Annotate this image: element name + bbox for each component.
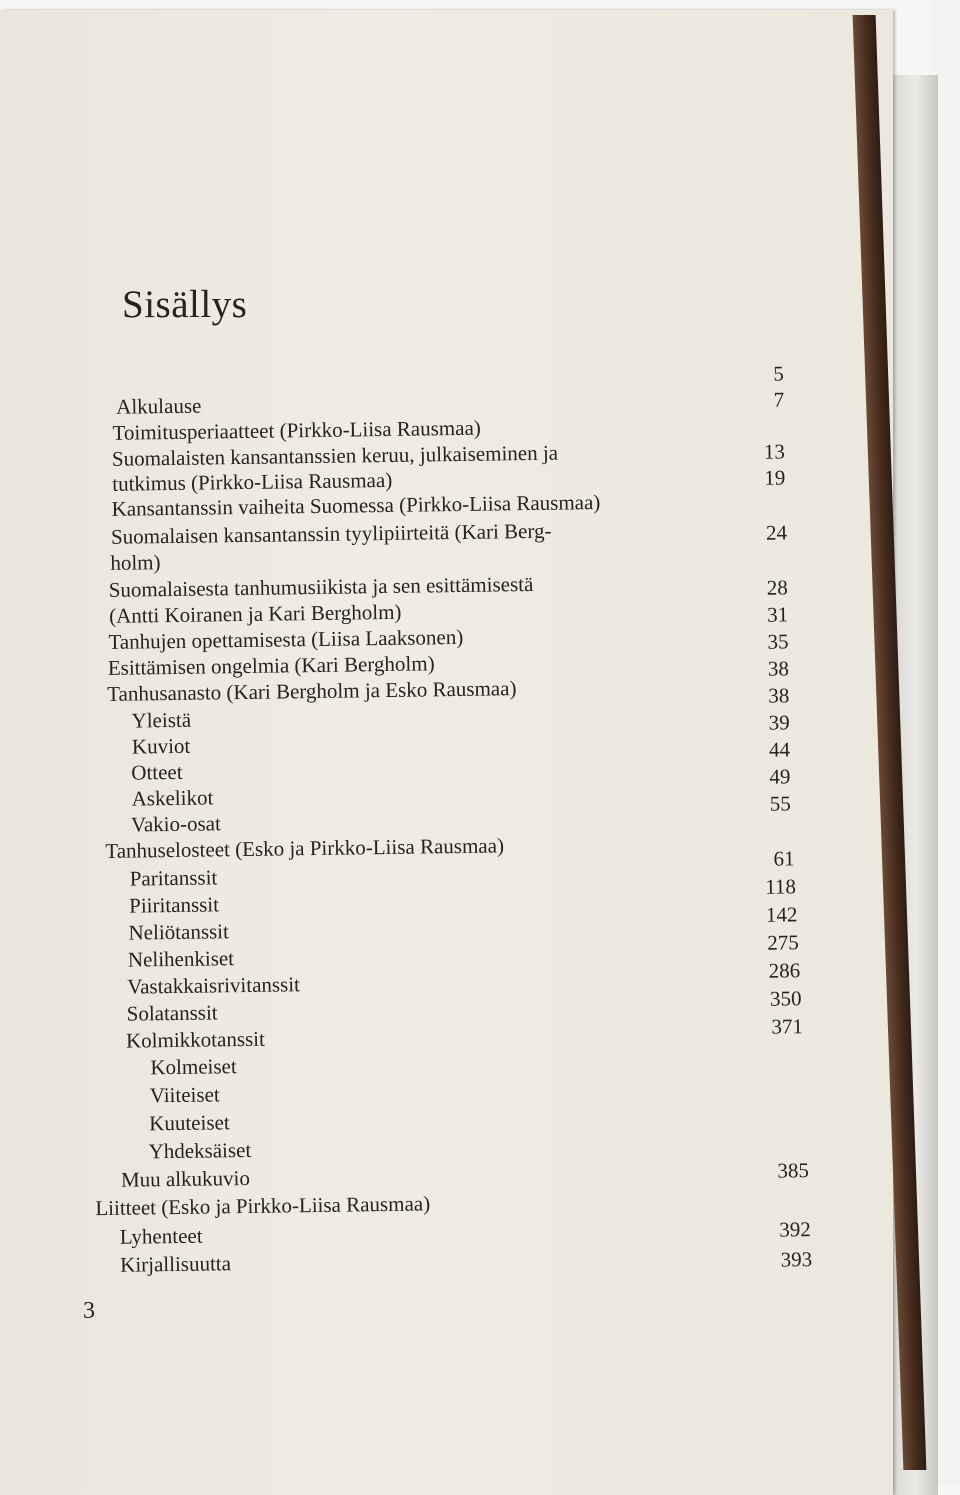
toc-entry-title: Esittämisen ongelmia (Kari Bergholm) — [107, 651, 435, 680]
toc-entry-title: Kuuteiset — [149, 1110, 230, 1136]
toc-entry-title: Kuviot — [131, 733, 191, 759]
toc-page-number: 44 — [768, 737, 791, 762]
toc-entry-title: Nelihenkiset — [127, 946, 235, 972]
toc-entry-title: Kolmikkotanssit — [125, 1026, 266, 1053]
toc-page-number: 31 — [766, 602, 789, 627]
toc-entry-title: Lyhenteet — [119, 1223, 203, 1249]
toc-entry-title: Tanhuselosteet (Esko ja Pirkko-Liisa Rausmaa) — [105, 833, 505, 863]
toc-entry-title: Solatanssit — [126, 1000, 218, 1026]
toc-entry-title: Suomalaisten kansantanssien keruu, julkaiseminen ja — [111, 440, 559, 471]
toc-entry-title: (Antti Koiranen ja Kari Bergholm) — [108, 599, 402, 628]
toc-page-number: 350 — [769, 986, 802, 1011]
toc-entry-title: tutkimus (Pirkko-Liisa Rausmaa) — [112, 467, 393, 496]
page-number: 3 — [83, 1298, 95, 1324]
page-title: Sisällys — [122, 283, 248, 326]
toc-page-number: 286 — [768, 958, 801, 983]
toc-page-number: 13 — [763, 439, 786, 464]
toc-entry-title: Vastakkaisrivitanssit — [127, 972, 301, 999]
toc-entry-title: Askelikot — [131, 785, 214, 811]
toc-page-number: 385 — [777, 1158, 810, 1183]
toc-page-number: 35 — [767, 629, 789, 654]
toc-page-number: 28 — [766, 575, 788, 600]
toc-page-number: 275 — [767, 930, 799, 955]
toc-page-number: 24 — [765, 520, 788, 545]
toc-entry-title: Muu alkukuvio — [120, 1165, 251, 1192]
toc-page-number: 5 — [773, 361, 784, 386]
toc-page-number: 393 — [780, 1247, 813, 1272]
toc-entry-title: Neliötanssit — [128, 919, 230, 945]
toc-entry-title: Suomalaisen kansantanssin tyylipiirteitä (Kari Berg- — [110, 518, 552, 549]
toc-page-number: 55 — [769, 791, 791, 816]
toc-entry-title: Liitteet (Esko ja Pirkko-Liisa Rausmaa) — [95, 1191, 431, 1221]
toc-entry-title: Vakio-osat — [130, 811, 222, 837]
toc-entry-title: Alkulause — [116, 393, 202, 419]
toc-page-number: 61 — [773, 846, 795, 871]
toc-entry-title: Tanhusanasto (Kari Bergholm ja Esko Rausmaa) — [107, 676, 517, 706]
toc-page-number: 39 — [768, 710, 790, 735]
toc-entry-title: Tanhujen opettamisesta (Liisa Laaksonen) — [108, 624, 464, 654]
toc-page-number: 7 — [773, 387, 785, 412]
toc-entry-title: Viiteiset — [149, 1082, 220, 1108]
toc-page-number: 142 — [765, 902, 798, 927]
toc-page-number: 38 — [767, 656, 790, 681]
toc-page-number: 118 — [765, 874, 797, 899]
toc-entry-title: Otteet — [131, 759, 183, 785]
toc-page-number: 19 — [764, 465, 786, 490]
toc-entry-title: Kirjallisuutta — [120, 1251, 232, 1277]
toc-entry-title: Kolmeiset — [150, 1054, 237, 1080]
toc-page-number: 392 — [779, 1217, 811, 1242]
toc-page-number: 38 — [768, 683, 790, 708]
toc-page-number: 371 — [771, 1014, 804, 1039]
toc-entry-title: Piiritanssit — [128, 892, 220, 918]
toc-entry-title: Kansantanssin vaiheita Suomessa (Pirkko-Liisa Rausmaa) — [111, 490, 601, 521]
toc-entry-title: Suomalaisesta tanhumusiikista ja sen esittämisestä — [108, 571, 534, 602]
toc-entry-title: holm) — [110, 550, 161, 575]
toc-entry-title: Toimitusperiaatteet (Pirkko-Liisa Rausmaa) — [112, 415, 481, 445]
toc-entry-title: Yhdeksäiset — [148, 1137, 252, 1164]
toc-page-number: 49 — [769, 764, 791, 789]
toc-entry-title: Yleistä — [131, 707, 192, 733]
toc-entry-title: Paritanssit — [129, 865, 218, 891]
